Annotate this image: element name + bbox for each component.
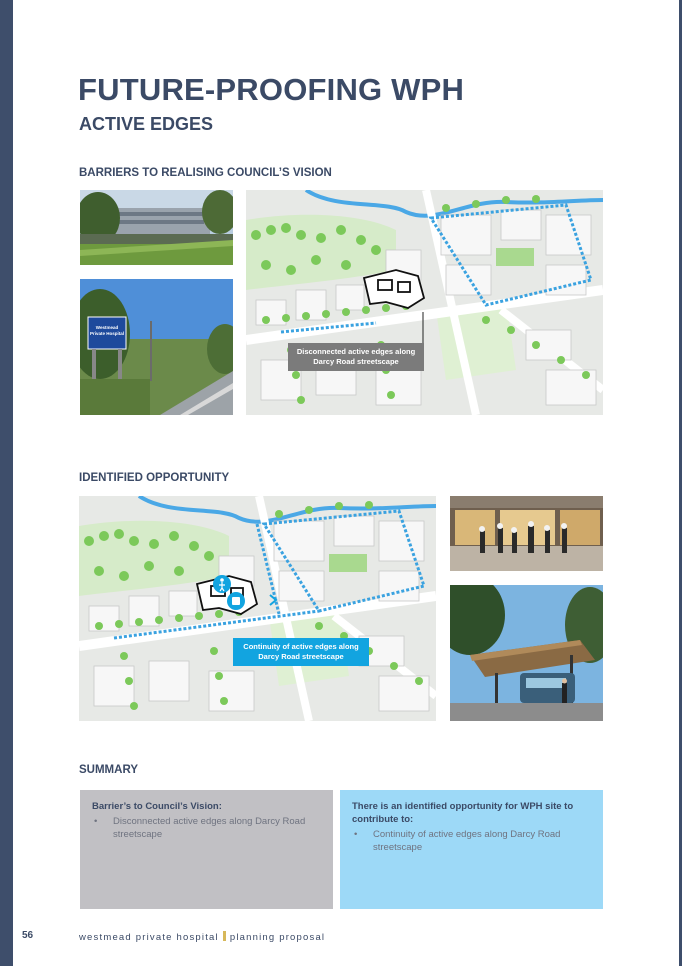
footer-doc: planning proposal bbox=[229, 932, 326, 943]
page-edge-left bbox=[0, 0, 13, 966]
darcy-road-sign-photo bbox=[80, 279, 233, 415]
footer-title bbox=[79, 931, 325, 943]
page-title: FUTURE-PROOFING WPH bbox=[78, 72, 465, 107]
page-number: 56 bbox=[22, 930, 34, 941]
page-subtitle: ACTIVE EDGES bbox=[79, 114, 214, 134]
barriers-map bbox=[246, 190, 603, 415]
bus-stop-photo bbox=[450, 585, 603, 721]
summary-opportunity-box bbox=[340, 790, 603, 909]
summary-barriers-title: Barrier’s to Council’s Vision: bbox=[92, 801, 222, 812]
footer-brand: westmead private hospital bbox=[79, 932, 219, 943]
summary-barriers-box bbox=[80, 790, 333, 909]
svg-text:Westmead: Westmead bbox=[95, 325, 119, 330]
active-plaza-photo bbox=[450, 496, 603, 571]
summary-barriers-item: • Disconnected active edges along Darcy Road streetscape bbox=[92, 815, 321, 841]
svg-text:Private Hospital: Private Hospital bbox=[89, 331, 125, 336]
opportunity-heading: IDENTIFIED OPPORTUNITY bbox=[79, 472, 230, 484]
summary-opportunity-item: • Continuity of active edges along Darcy Road streetscape bbox=[352, 828, 591, 854]
opportunity-map bbox=[79, 496, 436, 721]
summary-opportunity-title: There is an identified opportunity for WPH site to contribute to: bbox=[352, 801, 574, 825]
hospital-building-photo bbox=[80, 190, 233, 265]
opportunity-callout: Continuity of active edges along Darcy Road streetscape bbox=[233, 638, 369, 666]
footer-divider bbox=[223, 931, 226, 941]
barriers-callout: Disconnected active edges along Darcy Road streetscape bbox=[288, 343, 424, 371]
summary-heading: SUMMARY bbox=[79, 764, 138, 776]
barriers-heading: BARRIERS TO REALISING COUNCIL’S VISION bbox=[79, 167, 332, 179]
